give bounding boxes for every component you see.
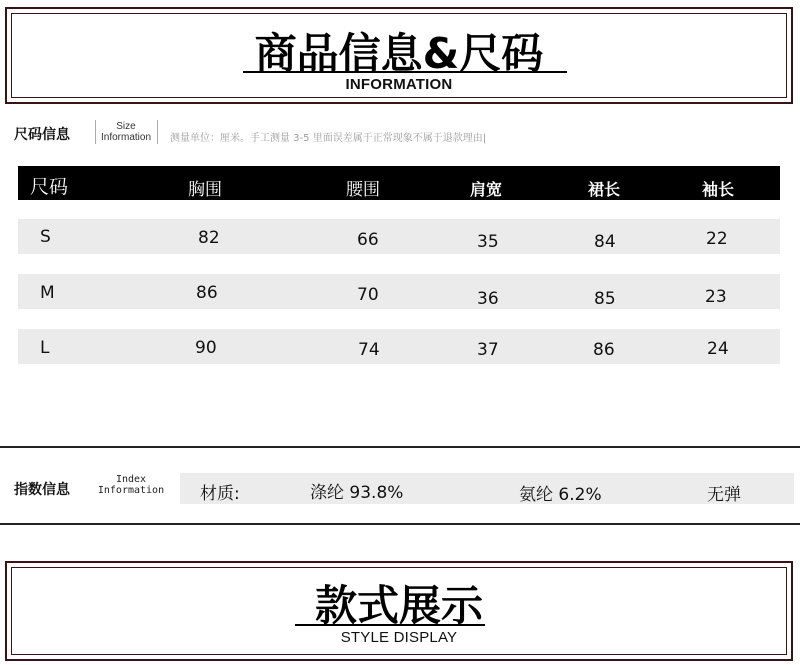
cell-bust: 90	[195, 338, 217, 358]
cell-sleeve: 22	[706, 229, 728, 249]
label-en-line2: Information	[100, 132, 152, 143]
col-header-waist: 腰围	[346, 180, 380, 200]
cell-size: S	[40, 227, 51, 247]
label-en-line2: Information	[97, 485, 165, 496]
material-info-bar	[180, 473, 794, 504]
size-table-header	[18, 166, 780, 200]
cell-shoulder: 37	[477, 340, 499, 360]
banner-title: 款式展示	[314, 581, 483, 630]
banner-title: 商品信息&尺码	[254, 29, 544, 78]
cell-size: L	[40, 338, 50, 358]
cell-length: 86	[593, 340, 615, 360]
banner-subtitle: STYLE DISPLAY	[340, 629, 458, 646]
cell-sleeve: 24	[707, 339, 729, 359]
col-header-size: 尺码	[30, 176, 69, 198]
col-header-sleeve: 袖长	[702, 180, 735, 199]
section-divider-top	[0, 446, 800, 448]
size-section-label-en	[98, 121, 154, 143]
cell-length: 85	[594, 289, 616, 309]
index-section-label: 指数信息	[14, 482, 70, 498]
banner-title-underline	[295, 624, 485, 626]
size-section-label: 尺码信息	[14, 127, 70, 143]
cell-waist: 70	[357, 285, 379, 305]
fiber-polyester: 涤纶 93.8%	[310, 483, 404, 503]
divider	[95, 120, 96, 144]
index-section-label-en	[92, 474, 170, 496]
table-row	[18, 219, 780, 254]
style-banner	[5, 561, 793, 661]
elasticity-value: 无弹	[707, 485, 741, 505]
label-en-line1: Size	[116, 121, 136, 132]
cell-sleeve: 23	[705, 287, 727, 307]
cell-shoulder: 35	[477, 232, 499, 252]
material-label: 材质:	[200, 484, 240, 504]
divider	[157, 120, 158, 144]
cell-size: M	[40, 283, 55, 303]
fiber-spandex: 氨纶 6.2%	[519, 485, 602, 505]
banner-title-underline	[243, 71, 567, 73]
cell-waist: 74	[358, 340, 380, 360]
cell-length: 84	[594, 232, 616, 252]
col-header-shoulder: 肩宽	[470, 180, 503, 199]
cell-waist: 66	[357, 230, 379, 250]
label-en-line1: Index	[115, 474, 147, 485]
banner-subtitle: INFORMATION	[345, 76, 453, 93]
cell-shoulder: 36	[477, 289, 499, 309]
table-row	[18, 329, 780, 364]
cell-bust: 86	[196, 283, 218, 303]
col-header-bust: 胸围	[188, 180, 222, 200]
section-divider-bottom	[0, 523, 800, 525]
measurement-note: 测量单位：厘米。手工测量 3-5 里面误差属于正常现象不属于退款理由|	[170, 133, 487, 144]
info-banner	[5, 7, 793, 104]
col-header-length: 裙长	[588, 180, 621, 199]
cell-bust: 82	[198, 228, 220, 248]
table-row	[18, 274, 780, 309]
